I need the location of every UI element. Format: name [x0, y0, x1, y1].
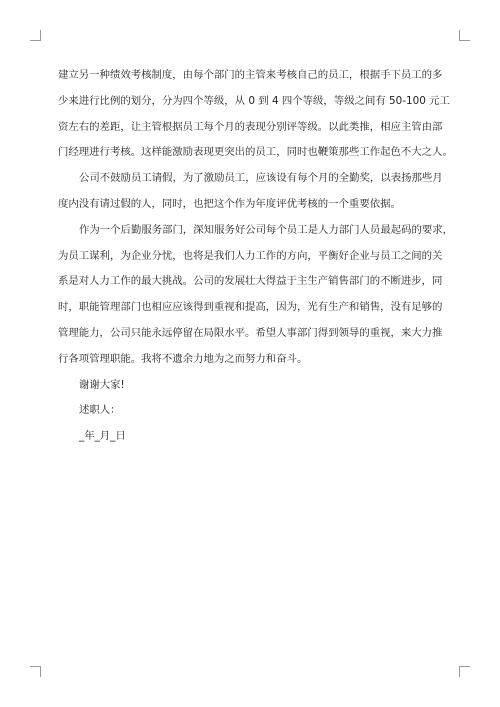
- crop-mark-top-right-h: [459, 40, 470, 41]
- text-line: 资左右的差距，让主管根据员工每个月的表现分别评等级。以此类推，相应主管由部: [58, 120, 443, 133]
- paragraph: [58, 424, 444, 450]
- text-line: 公司不鼓励员工请假，为了激励员工，应该设有每个月的全勤奖，以表扬那些月: [79, 172, 443, 185]
- crop-mark-bottom-left-v: [40, 666, 41, 677]
- text-line: 述职人：: [79, 404, 121, 417]
- crop-mark-bottom-right-v: [459, 666, 460, 677]
- text-line: 谢谢大家!: [79, 378, 125, 391]
- text-line: 建立另一种绩效考核制度，由每个部门的主管来考核自己的员工，根据手下员工的多: [58, 69, 443, 81]
- crop-mark-top-left-v: [40, 30, 41, 41]
- paragraph: [58, 373, 444, 399]
- text-line: 度内没有请过假的人，同时，也把这个作为年度评优考核的一个重要依据。: [58, 197, 401, 210]
- paragraph: [58, 63, 453, 166]
- text-line: 管理能力，公司只能永远停留在局限水平。希望人事部门得到领导的重视，来大力推: [58, 326, 443, 339]
- text-line: 为员工谋利，为企业分忧，也将是我们人力工作的方向，平衡好企业与员工之间的关: [58, 249, 443, 262]
- text-line: 作为一个后勤服务部门，深知服务好公司每个员工是人力部门人员最起码的要求，: [79, 223, 454, 236]
- paragraph: [58, 218, 454, 373]
- crop-mark-top-right-v: [459, 30, 460, 41]
- text-line: 门经理进行考核。这样能激励表现更突出的员工，同时也鞭策那些工作起色不大之人。: [58, 146, 453, 159]
- text-line: 少来进行比例的划分，分为四个等级，从 0 到 4 四个等级，等级之间有 50-100 元工: [58, 94, 450, 107]
- paragraph: [58, 398, 444, 424]
- document-body: [58, 63, 454, 450]
- text-line: 系是对人力工作的最大挑战。公司的发展壮大得益于主生产销售部门的不断进步，同: [58, 275, 443, 288]
- text-line: 行各项管理职能。我将不遗余力地为之而努力和奋斗。: [58, 352, 308, 365]
- text-line: _年_月_日: [79, 430, 126, 443]
- text-line: 时，职能管理部门也相应应该得到重视和提高，因为，光有生产和销售，没有足够的: [58, 301, 443, 314]
- crop-mark-bottom-right-h: [459, 666, 470, 667]
- paragraph: [58, 166, 444, 218]
